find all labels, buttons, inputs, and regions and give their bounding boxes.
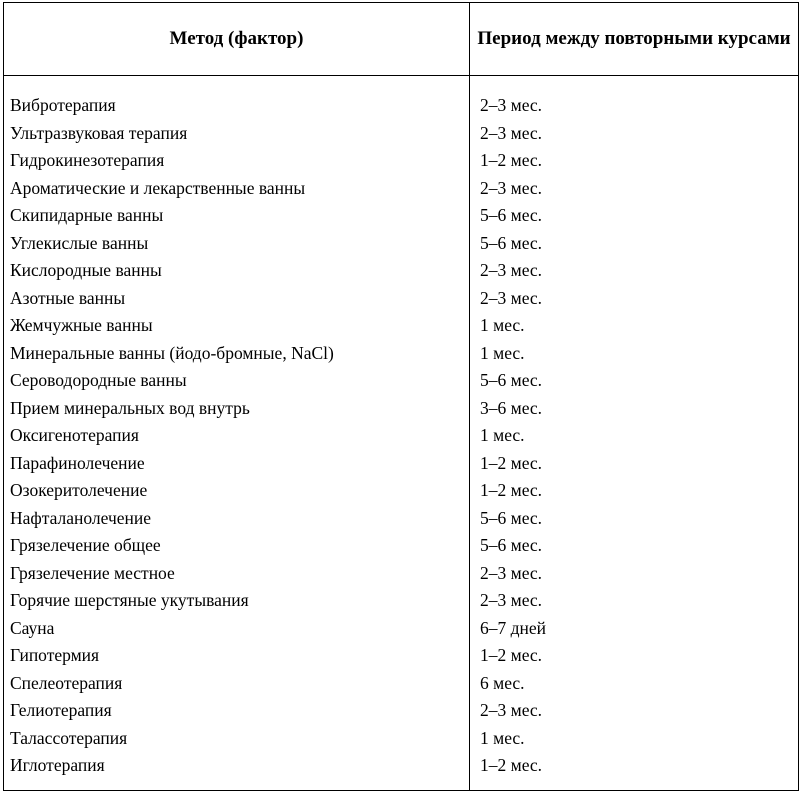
method-cell: Спелеотерапия	[4, 670, 470, 698]
method-cell: Сероводородные ванны	[4, 367, 470, 395]
table-row	[4, 752, 799, 790]
method-cell: Гелиотерапия	[4, 697, 470, 725]
method-cell: Парафинолечение	[4, 450, 470, 478]
method-cell: Иглотерапия	[4, 752, 470, 790]
table-row	[4, 285, 799, 313]
method-cell: Сауна	[4, 615, 470, 643]
table-row	[4, 175, 799, 203]
table-row	[4, 670, 799, 698]
period-cell: 1 мес.	[470, 312, 799, 340]
table-row	[4, 76, 799, 120]
table-row	[4, 147, 799, 175]
period-cell: 5–6 мес.	[470, 505, 799, 533]
table-row	[4, 477, 799, 505]
table-row	[4, 642, 799, 670]
header-row	[4, 3, 799, 76]
table-row	[4, 120, 799, 148]
method-cell: Горячие шерстяные укутывания	[4, 587, 470, 615]
method-cell: Гидрокинезотерапия	[4, 147, 470, 175]
period-cell: 1–2 мес.	[470, 752, 799, 790]
period-cell: 2–3 мес.	[470, 285, 799, 313]
period-cell: 3–6 мес.	[470, 395, 799, 423]
period-cell: 6–7 дней	[470, 615, 799, 643]
period-cell: 1–2 мес.	[470, 477, 799, 505]
table-row	[4, 340, 799, 368]
period-cell: 1–2 мес.	[470, 450, 799, 478]
table-row	[4, 202, 799, 230]
period-cell: 2–3 мес.	[470, 120, 799, 148]
period-cell: 6 мес.	[470, 670, 799, 698]
method-cell: Минеральные ванны (йодо-бромные, NaCl)	[4, 340, 470, 368]
table-row	[4, 257, 799, 285]
table-row	[4, 312, 799, 340]
method-cell: Грязелечение общее	[4, 532, 470, 560]
therapy-course-interval-table	[3, 2, 799, 791]
table-row	[4, 395, 799, 423]
method-cell: Скипидарные ванны	[4, 202, 470, 230]
header-method: Метод (фактор)	[4, 3, 470, 76]
period-cell: 2–3 мес.	[470, 257, 799, 285]
table-row	[4, 230, 799, 258]
method-cell: Вибротерапия	[4, 76, 470, 120]
method-cell: Оксигенотерапия	[4, 422, 470, 450]
table-body	[4, 76, 799, 791]
method-cell: Кислородные ванны	[4, 257, 470, 285]
table-row	[4, 697, 799, 725]
period-cell: 1 мес.	[470, 422, 799, 450]
period-cell: 2–3 мес.	[470, 76, 799, 120]
method-cell: Прием минеральных вод внутрь	[4, 395, 470, 423]
period-cell: 1 мес.	[470, 340, 799, 368]
period-cell: 5–6 мес.	[470, 202, 799, 230]
table-header	[4, 3, 799, 76]
method-cell: Грязелечение местное	[4, 560, 470, 588]
header-period: Период между повторными курсами	[470, 3, 799, 76]
method-cell: Нафталанолечение	[4, 505, 470, 533]
method-cell: Озокеритолечение	[4, 477, 470, 505]
table-row	[4, 367, 799, 395]
table-row	[4, 615, 799, 643]
table-row	[4, 505, 799, 533]
table-row	[4, 422, 799, 450]
table-row	[4, 450, 799, 478]
method-cell: Жемчужные ванны	[4, 312, 470, 340]
table-row	[4, 560, 799, 588]
period-cell: 5–6 мес.	[470, 230, 799, 258]
method-cell: Талассотерапия	[4, 725, 470, 753]
period-cell: 5–6 мес.	[470, 367, 799, 395]
period-cell: 2–3 мес.	[470, 587, 799, 615]
period-cell: 2–3 мес.	[470, 560, 799, 588]
period-cell: 1–2 мес.	[470, 147, 799, 175]
table-row	[4, 532, 799, 560]
method-cell: Азотные ванны	[4, 285, 470, 313]
table-row	[4, 587, 799, 615]
method-cell: Ультразвуковая терапия	[4, 120, 470, 148]
period-cell: 2–3 мес.	[470, 175, 799, 203]
period-cell: 1 мес.	[470, 725, 799, 753]
table-row	[4, 725, 799, 753]
method-cell: Углекислые ванны	[4, 230, 470, 258]
period-cell: 1–2 мес.	[470, 642, 799, 670]
period-cell: 5–6 мес.	[470, 532, 799, 560]
method-cell: Гипотермия	[4, 642, 470, 670]
method-cell: Ароматические и лекарственные ванны	[4, 175, 470, 203]
period-cell: 2–3 мес.	[470, 697, 799, 725]
